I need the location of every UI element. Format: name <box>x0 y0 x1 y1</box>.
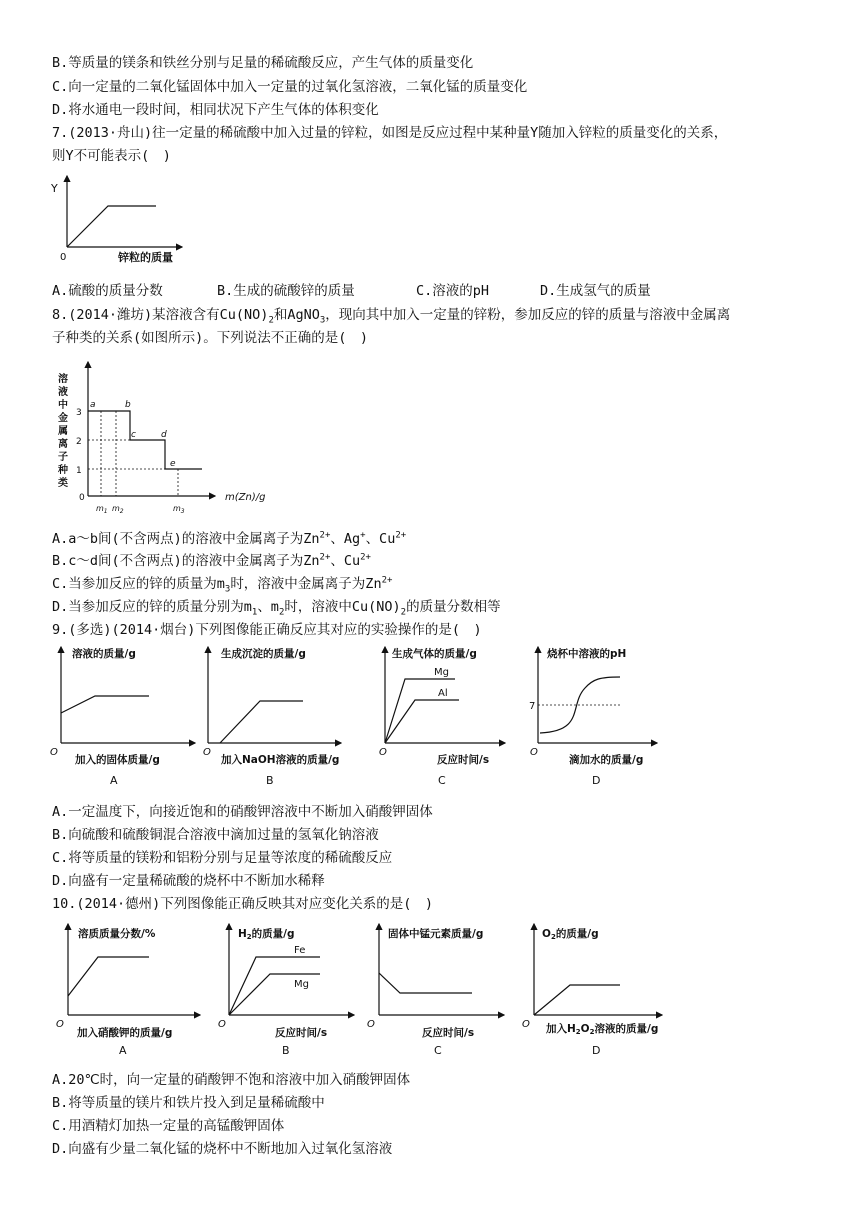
origin-label: O <box>530 747 538 758</box>
q10-graph-d <box>522 924 662 1057</box>
q10-figures <box>52 920 692 1068</box>
point-b: b <box>125 400 131 410</box>
q10-graph-c <box>367 924 504 1057</box>
ytick-1: 1 <box>76 466 82 476</box>
q9-option-c: C.将等质量的镁粉和铝粉分别与足量等浓度的稀硫酸反应 <box>52 850 393 866</box>
q6-option-b: B.等质量的镁条和铁丝分别与足量的稀硫酸反应，产生气体的质量变化 <box>52 55 474 71</box>
y-label: 烧杯中溶液的pH <box>547 648 627 660</box>
x-label: 加入的固体质量/g <box>75 754 160 766</box>
y-label: Y <box>51 182 58 195</box>
point-c: c <box>131 430 136 440</box>
ylabel-char: 中 <box>58 400 68 411</box>
x-label: 滴加水的质量/g <box>569 754 644 766</box>
q7-options <box>52 282 832 300</box>
origin-label: O <box>50 747 58 758</box>
y-label: O2的质量/g <box>542 928 599 941</box>
q7-option-b: B.生成的硫酸锌的质量 <box>217 283 355 299</box>
figure-letter: A <box>119 1044 127 1057</box>
x-label: 反应时间/s <box>437 754 490 766</box>
q8-option-a: A.a～b间(不含两点)的溶液中金属离子为$Zn^{2+}$、Ag+、$Cu^{2+}$ <box>52 530 407 547</box>
m2-label: $m_2$ <box>112 504 124 515</box>
q10-option-a: A.20℃时，向一定量的硝酸钾不饱和溶液中加入硝酸钾固体 <box>52 1072 411 1088</box>
ylabel-char: 子 <box>58 452 68 463</box>
q7-option-c: C.溶液的pH <box>416 283 490 299</box>
q10-stem: 10.(2014·德州)下列图像能正确反映其对应变化关系的是( ) <box>52 896 434 912</box>
x-label: 锌粒的质量 <box>118 251 173 264</box>
ph-7-tick: 7 <box>529 701 536 712</box>
q6-option-c: C.向一定量的二氧化锰固体中加入一定量的过氧化氢溶液，二氧化锰的质量变化 <box>52 79 528 95</box>
q6-option-d: D.将水通电一段时间，相同状况下产生气体的体积变化 <box>52 102 379 118</box>
figure-letter: A <box>110 774 118 787</box>
y-label: H2的质量/g <box>238 928 295 941</box>
ylabel-char: 离 <box>58 439 68 450</box>
series-mg-label: Mg <box>294 979 309 990</box>
series-mg-label: Mg <box>434 667 449 678</box>
ylabel-char: 属 <box>58 426 68 437</box>
origin-label: O <box>218 1019 226 1030</box>
y-axis-label <box>57 372 68 489</box>
ylabel-char: 种 <box>58 465 68 476</box>
ylabel-char: 液 <box>58 387 68 398</box>
q9-graph-c <box>379 647 505 787</box>
q10-option-c: C.用酒精灯加热一定量的高锰酸钾固体 <box>52 1118 285 1134</box>
y-label: 溶液的质量/g <box>72 648 136 660</box>
q9-graph-d <box>529 647 657 787</box>
q9-option-b: B.向硫酸和硫酸铜混合溶液中滴加过量的氢氧化钠溶液 <box>52 827 379 843</box>
figure-letter: B <box>266 774 274 787</box>
y-curve <box>67 206 156 247</box>
figure-letter: D <box>592 1044 601 1057</box>
q8-option-d: D.当参加反应的锌的质量分别为$m_1$、$m_2$时，溶液中$Cu(NO)_2$的质量分数相等 <box>52 599 501 618</box>
x-label: 加入H2O2溶液的质量/g <box>546 1023 659 1036</box>
origin-label: O <box>522 1019 530 1030</box>
m3-label: $m_3$ <box>173 504 185 515</box>
x-label: 加入NaOH溶液的质量/g <box>221 754 340 766</box>
q8-option-b: B.c～d间(不含两点)的溶液中金属离子为$Zn^{2+}$、$Cu^{2+}$ <box>52 552 371 569</box>
point-a: a <box>90 400 96 410</box>
q8-stem-line1: 8.(2014·潍坊)某溶液含有$Cu(NO)_2$和AgNO$_3$，现向其中加入一定量的锌粉，参加反应的锌的质量与溶液中金属离 <box>52 307 731 326</box>
q7-stem-line2: 则Y不可能表示( ) <box>52 148 171 164</box>
q7-option-d: D.生成氢气的质量 <box>540 283 651 299</box>
q10-option-d: D.向盛有少量二氧化锰的烧杯中不断地加入过氧化氢溶液 <box>52 1141 393 1157</box>
x-label: 反应时间/s <box>275 1027 328 1039</box>
origin-label: O <box>367 1019 375 1030</box>
y-label: 生成沉淀的质量/g <box>221 648 306 660</box>
y-label: 固体中锰元素质量/g <box>388 928 484 940</box>
ylabel-char: 金 <box>58 413 68 424</box>
figure-letter: C <box>438 774 446 787</box>
m1-label: $m_1$ <box>96 504 108 515</box>
figure-letter: D <box>592 774 601 787</box>
q9-figures <box>45 643 685 793</box>
figure-letter: C <box>434 1044 442 1057</box>
q9-option-d: D.向盛有一定量稀硫酸的烧杯中不断加水稀释 <box>52 873 325 889</box>
x-label: 反应时间/s <box>422 1027 475 1039</box>
origin-label: 0 <box>79 493 85 503</box>
y-label: 生成气体的质量/g <box>392 648 477 660</box>
origin-label: O <box>203 747 211 758</box>
x-label: 加入硝酸钾的质量/g <box>77 1027 173 1039</box>
origin-label: 0 <box>60 252 67 263</box>
x-label: m(Zn)/g <box>225 492 266 503</box>
q7-option-a: A.硫酸的质量分数 <box>52 283 163 299</box>
q9-option-a: A.一定温度下，向接近饱和的硝酸钾溶液中不断加入硝酸钾固体 <box>52 804 433 820</box>
ytick-3: 3 <box>76 408 82 418</box>
q8-option-c: C.当参加反应的锌的质量为$m_3$时，溶液中金属离子为$Zn^{2+}$ <box>52 575 393 595</box>
q8-figure <box>55 358 285 518</box>
q9-graph-b <box>203 647 341 787</box>
point-e: e <box>170 459 176 469</box>
q10-graph-b <box>218 924 354 1057</box>
figure-letter: B <box>282 1044 290 1057</box>
q10-graph-a <box>56 924 200 1057</box>
q7-figure <box>50 172 190 272</box>
q10-option-b: B.将等质量的镁片和铁片投入到足量稀硫酸中 <box>52 1095 325 1111</box>
q9-stem: 9.(多选)(2014·烟台)下列图像能正确反应其对应的实验操作的是( ) <box>52 622 482 638</box>
q7-stem-line1: 7.(2013·舟山)往一定量的稀硫酸中加入过量的锌粒，如图是反应过程中某种量Y随加入锌粒的质量变化的关系， <box>52 125 728 141</box>
y-label: 溶质质量分数/% <box>78 928 156 940</box>
origin-label: O <box>56 1019 64 1030</box>
ytick-2: 2 <box>76 437 82 447</box>
ylabel-char: 类 <box>58 478 68 489</box>
point-d: d <box>161 430 167 440</box>
series-al-label: Al <box>438 688 448 699</box>
q8-stem-line2: 子种类的关系(如图所示)。下列说法不正确的是( ) <box>52 330 369 346</box>
origin-label: O <box>379 747 387 758</box>
q9-graph-a <box>50 647 195 787</box>
ylabel-char: 溶 <box>58 374 68 385</box>
series-fe-label: Fe <box>294 945 306 956</box>
